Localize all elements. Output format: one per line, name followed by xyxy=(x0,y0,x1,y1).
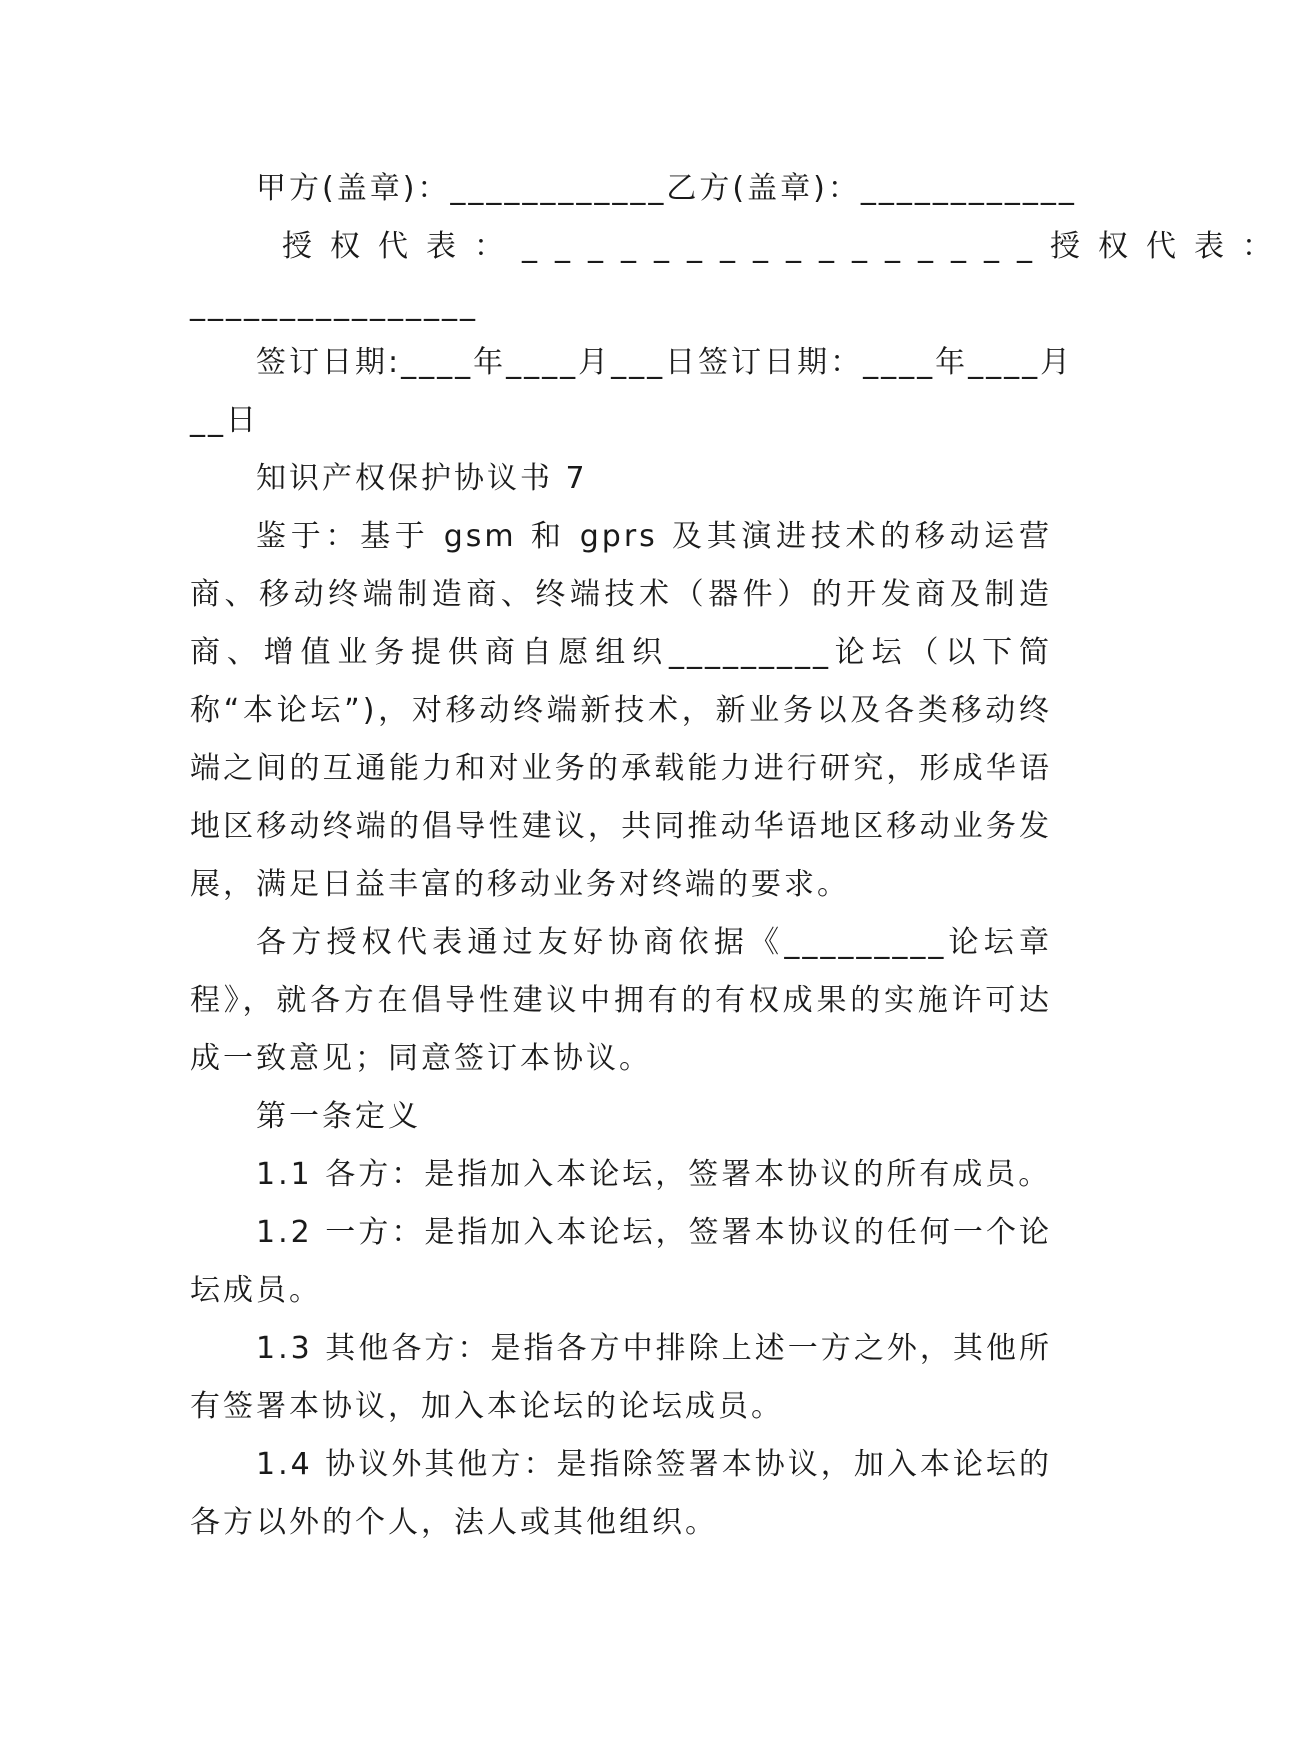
preamble-paragraph-2: 各方授权代表通过友好协商依据《_________论坛章程》，就各方在倡导性建议中拥有的有权成果的实施许可达成一致意见；同意签订本协议。 xyxy=(190,925,1052,1076)
signature-date-tail: __日 xyxy=(190,403,259,438)
document-title: 知识产权保护协议书 7 xyxy=(256,461,588,496)
signature-date-line: 签订日期:____年____月___日签订日期：____年____月 xyxy=(256,345,1074,380)
signature-representative-line: 授权代表：________________授权代表： xyxy=(282,229,1290,264)
definition-1-1: 1.1 各方：是指加入本论坛，签署本协议的所有成员。 xyxy=(256,1157,1052,1192)
signature-representative-blank: ________________ xyxy=(190,287,478,322)
definition-1-2: 1.2 一方：是指加入本论坛，签署本协议的任何一个论坛成员。 xyxy=(190,1215,1052,1308)
signature-seal-line: 甲方(盖章)：____________乙方(盖章)：____________ xyxy=(256,171,1077,206)
definition-1-3: 1.3 其他各方：是指各方中排除上述一方之外，其他所有签署本协议，加入本论坛的论坛成员。 xyxy=(190,1331,1052,1424)
definition-1-4: 1.4 协议外其他方：是指除签署本协议，加入本论坛的各方以外的个人，法人或其他组织。 xyxy=(190,1447,1052,1540)
article-heading: 第一条定义 xyxy=(256,1099,421,1134)
document-page xyxy=(190,160,1290,1552)
preamble-paragraph-1: 鉴于：基于 gsm 和 gprs 及其演进技术的移动运营商、移动终端制造商、终端技术（器件）的开发商及制造商、增值业务提供商自愿组织_________论坛（以下简称“本论坛”)，对移动终端新技术，新业务以及各类移动终端之间的互通能力和对业务的承载能力进行研究，形成华语地区移动终端的倡导性建议，共同推动华语地区移动业务发展，满足日益丰富的移动业务对终端的要求。 xyxy=(190,519,1052,902)
